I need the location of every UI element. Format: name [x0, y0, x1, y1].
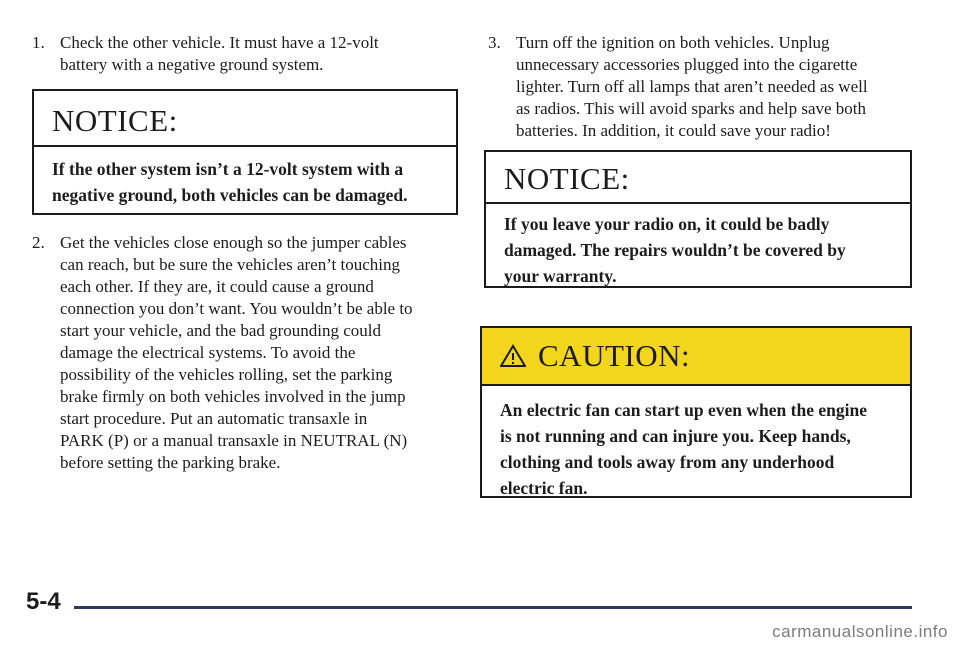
text-line: batteries. In addition, it could save your radio! — [516, 121, 831, 140]
page-number: 5-4 — [26, 588, 61, 615]
text-line: brake firmly on both vehicles involved in the jump — [60, 387, 406, 406]
notice-body — [34, 147, 456, 208]
text-line: connection you don’t want. You wouldn’t be able to — [60, 299, 413, 318]
text-line: PARK (P) or a manual transaxle in NEUTRAL (N) — [60, 431, 408, 450]
step-1 — [22, 32, 496, 76]
step-3-text — [516, 32, 956, 142]
step-2 — [22, 232, 496, 474]
notice-title: NOTICE: — [52, 103, 178, 138]
notice-header — [486, 152, 910, 204]
notice-body — [486, 204, 910, 289]
text-line: start your vehicle, and the bad grounding could — [60, 321, 382, 340]
text-line: start procedure. Put an automatic transaxle in — [60, 409, 368, 428]
text-line: Turn off the ignition on both vehicles. Unplug — [516, 33, 830, 52]
step-number: 2. — [32, 233, 45, 252]
text-line: Check the other vehicle. It must have a 12-volt — [60, 33, 379, 52]
text-line: can reach, but be sure the vehicles aren’t touching — [60, 255, 401, 274]
text-line: as radios. This will avoid sparks and help save both — [516, 99, 867, 118]
text-line: clothing and tools away from any underhood — [500, 452, 835, 472]
step-number: 3. — [488, 33, 501, 52]
caution-title: CAUTION: — [538, 338, 691, 373]
watermark: carmanualsonline.info — [772, 622, 948, 641]
step-3 — [478, 32, 956, 142]
text-line: is not running and can injure you. Keep hands, — [500, 426, 851, 446]
text-line: lighter. Turn off all lamps that aren’t needed as well — [516, 77, 868, 96]
caution-box — [480, 326, 912, 498]
text-line: damaged. The repairs wouldn’t be covered by — [504, 240, 846, 260]
step-number: 1. — [32, 33, 45, 52]
text-line: battery with a negative ground system. — [60, 55, 324, 74]
notice-box — [484, 150, 912, 288]
text-line: An electric fan can start up even when the engine — [500, 400, 867, 420]
footer-rule — [74, 606, 912, 609]
text-line: unnecessary accessories plugged into the cigarette — [516, 55, 858, 74]
text-line: Get the vehicles close enough so the jumper cables — [60, 233, 407, 252]
text-line: If the other system isn’t a 12-volt system with a — [52, 159, 404, 179]
step-2-text — [60, 232, 496, 474]
notice-title: NOTICE: — [504, 161, 630, 196]
text-line: each other. If they are, it could cause a ground — [60, 277, 374, 296]
text-line: before setting the parking brake. — [60, 453, 281, 472]
warning-triangle-icon — [500, 344, 526, 368]
notice-box — [32, 89, 458, 215]
text-line: negative ground, both vehicles can be damaged. — [52, 185, 408, 205]
text-line: your warranty. — [504, 266, 617, 286]
caution-body — [482, 386, 910, 501]
text-line: damage the electrical systems. To avoid the — [60, 343, 356, 362]
step-1-text — [60, 32, 496, 76]
text-line: If you leave your radio on, it could be badly — [504, 214, 830, 234]
notice-header — [34, 91, 456, 147]
text-line: electric fan. — [500, 478, 588, 498]
caution-header — [482, 328, 910, 386]
text-line: possibility of the vehicles rolling, set the parking — [60, 365, 393, 384]
